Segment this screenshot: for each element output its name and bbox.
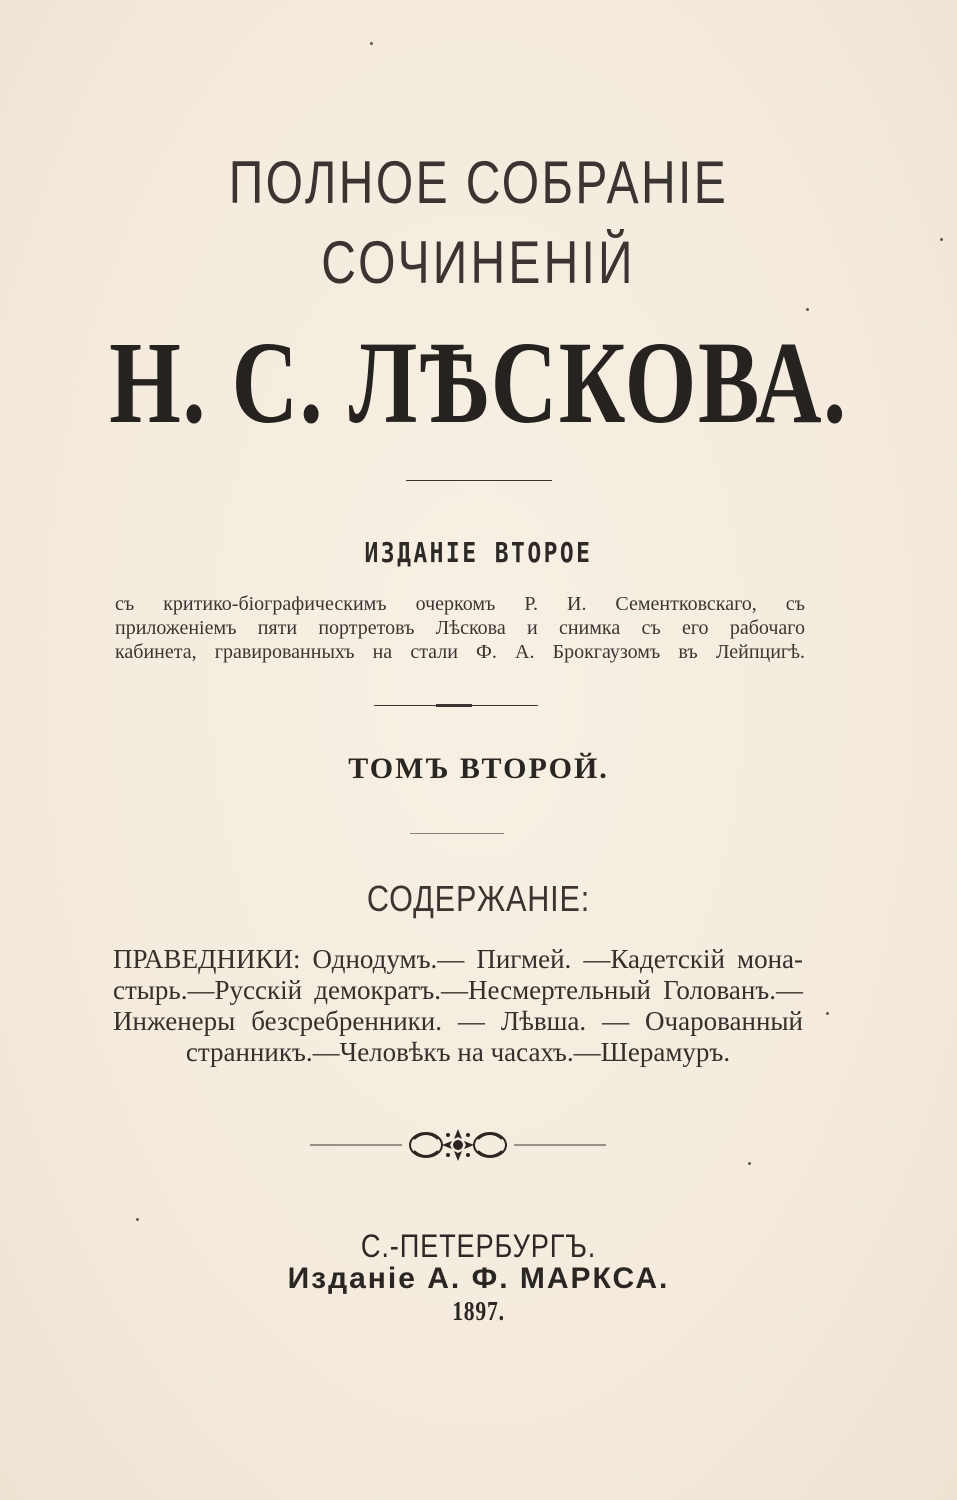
divider-rule-2-bold (436, 704, 472, 707)
volume-label: ТОМЪ ВТОРОЙ. (348, 752, 609, 785)
divider-rule-3 (410, 833, 504, 834)
paper-fleck (826, 1012, 829, 1015)
description-line: съ критико-бiографическимъ очеркомъ Р. И. Сементковскаго, съ (115, 593, 805, 615)
contents-line: Инженеры безсребренники. — Лѣвша. — Очарованный (113, 1006, 803, 1036)
imprint-city: С.-ПЕТЕРБУРГЪ. (360, 1228, 597, 1264)
imprint-year: 1897. (452, 1296, 505, 1326)
paper-fleck (136, 1218, 139, 1221)
ornament-vignette (310, 1125, 606, 1165)
title-line-2: СОЧИНЕНIЙ (321, 229, 636, 296)
paper-fleck (370, 42, 373, 45)
edition-label: ИЗДАНIЕ ВТОРОЕ (364, 536, 593, 569)
edition-description (115, 592, 805, 664)
author-name: Н. С. ЛѢСКОВА. (109, 317, 848, 448)
contents-line: странникъ.—Человѣкъ на часахъ.—Шерамуръ. (185, 1037, 731, 1067)
paper-fleck (940, 238, 943, 241)
divider-rule-1 (406, 480, 552, 481)
title-line-1: ПОЛНОЕ СОБРАНIЕ (228, 149, 729, 216)
contents-line: стырь.—Русскiй демократъ.—Несмертельный Голованъ.— (113, 975, 803, 1005)
imprint-publisher: Изданiе А. Ф. МАРКСА. (287, 1262, 670, 1295)
contents-heading: СОДЕРЖАНIЕ: (366, 878, 591, 919)
paper-fleck (806, 308, 809, 311)
paper-fleck (748, 1162, 751, 1165)
description-line: кабинета, гравированныхъ на стали Ф. А. Брокгаузомъ въ Лейпцигѣ. (115, 641, 805, 663)
contents-list (113, 944, 803, 1068)
contents-line: ПРАВЕДНИКИ: Однодумъ.— Пигмей. —Кадетскiй мона- (113, 944, 803, 974)
description-line: приложенiемъ пяти портретовъ Лѣскова и снимка съ его рабочаго (115, 617, 805, 639)
